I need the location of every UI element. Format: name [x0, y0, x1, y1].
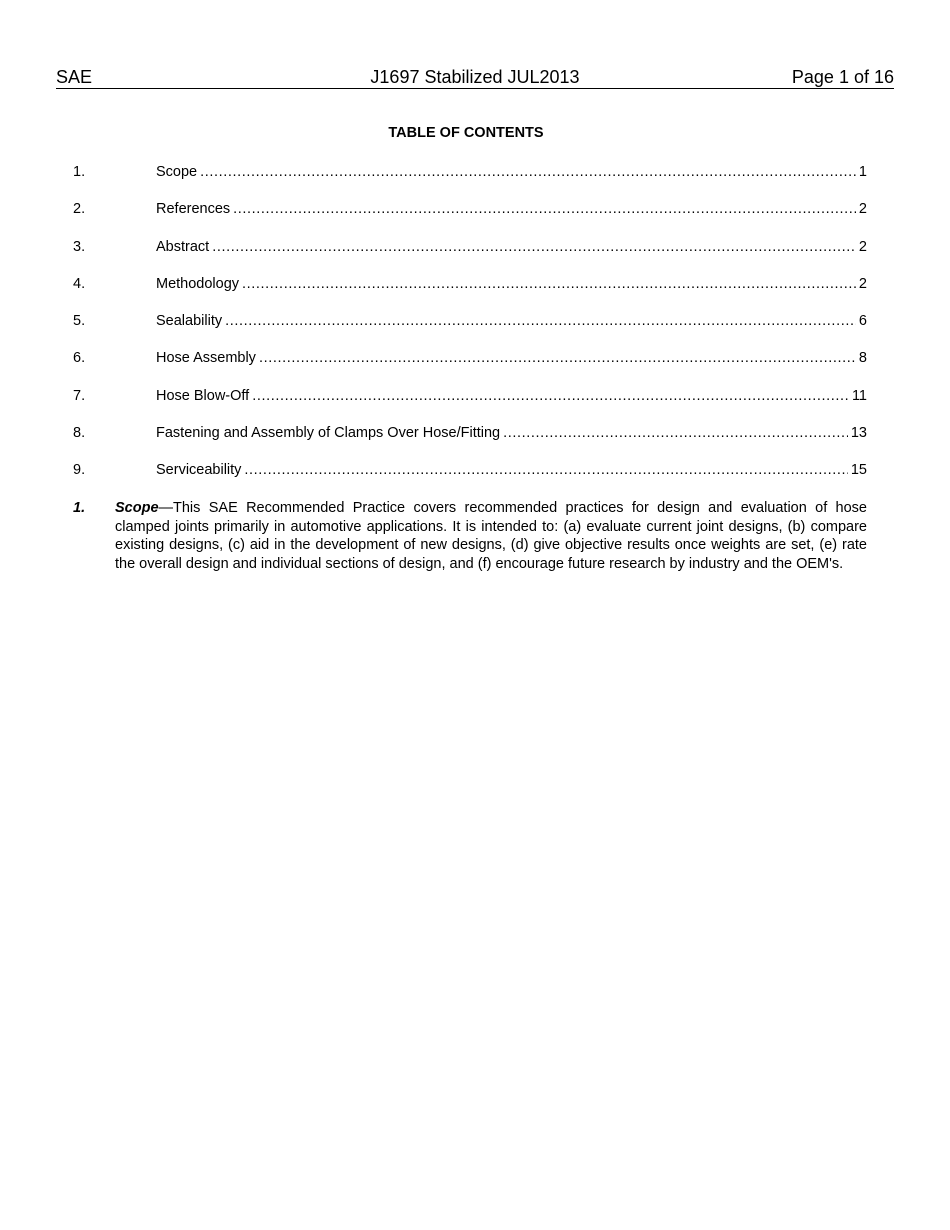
toc-entry-scope[interactable]	[73, 162, 867, 199]
toc-entry-label: Serviceability	[156, 462, 242, 479]
toc-leader-dots	[212, 237, 856, 257]
toc-title: TABLE OF CONTENTS	[388, 125, 544, 141]
toc-entry-number: 6.	[73, 350, 86, 367]
toc-entry-number: 7.	[73, 387, 86, 404]
toc-entry-label: Hose Blow-Off	[156, 387, 250, 404]
toc-entry-number: 4.	[73, 275, 86, 292]
toc-leader-dots	[233, 199, 856, 219]
toc-entry-references[interactable]	[73, 199, 867, 236]
toc-entry-sealability[interactable]	[73, 311, 867, 348]
toc-entry-page: 1	[858, 164, 867, 180]
toc-entry-page: 2	[858, 238, 867, 255]
table-of-contents	[73, 162, 867, 498]
header-page-number: Page 1 of 16	[791, 67, 894, 87]
section-title-dash: —	[158, 500, 174, 516]
section-number: 1.	[73, 500, 86, 516]
toc-entry-label: Scope	[156, 164, 198, 180]
toc-entry-number: 5.	[73, 313, 86, 330]
toc-entry-label: References	[156, 201, 231, 218]
toc-entry-number: 1.	[73, 164, 86, 180]
toc-entry-hose-assembly[interactable]	[73, 348, 867, 385]
toc-entry-label: Sealability	[156, 313, 223, 330]
toc-entry-page: 11	[851, 387, 867, 404]
toc-leader-dots	[259, 348, 856, 368]
toc-leader-dots	[242, 274, 856, 294]
toc-entry-hose-blow-off[interactable]	[73, 386, 867, 423]
toc-entry-number: 2.	[73, 201, 86, 218]
header-org: SAE	[56, 67, 93, 87]
toc-entry-methodology[interactable]	[73, 274, 867, 311]
section-text: This SAE Recommended Practice covers recommended practices for design and evaluation of hose clamped joints primarily in automotive applications. It is intended to: (a) evaluate current joint designs, (b) compare existing designs, (c) aid in the development of new designs, (d) give objective results once weights are set, (e) rate the overall design and individual sections of design, and (f) encourage future research by industry and the OEM's.	[115, 500, 867, 572]
toc-entry-number: 9.	[73, 462, 86, 479]
toc-entry-number: 8.	[73, 425, 86, 442]
toc-entry-number: 3.	[73, 238, 86, 255]
toc-entry-label: Hose Assembly	[156, 350, 256, 367]
toc-entry-label: Abstract	[156, 238, 210, 255]
toc-entry-abstract[interactable]	[73, 237, 867, 274]
toc-entry-serviceability[interactable]	[73, 460, 867, 497]
section-title: Scope	[115, 500, 159, 516]
toc-entry-page: 2	[858, 275, 867, 292]
toc-entry-page: 6	[858, 313, 867, 330]
toc-leader-dots	[244, 460, 847, 480]
section-scope	[73, 499, 867, 573]
toc-entry-fastening[interactable]	[73, 423, 867, 460]
toc-leader-dots	[225, 311, 856, 331]
toc-leader-dots	[200, 162, 856, 182]
toc-entry-page: 15	[850, 462, 867, 479]
toc-leader-dots	[503, 423, 848, 443]
section-body	[115, 499, 867, 573]
toc-entry-page: 13	[850, 425, 867, 442]
toc-entry-label: Methodology	[156, 275, 240, 292]
page-header	[56, 66, 894, 89]
toc-entry-label: Fastening and Assembly of Clamps Over Hose/Fitting	[156, 425, 501, 442]
toc-entry-page: 2	[858, 201, 867, 218]
toc-leader-dots	[252, 386, 849, 406]
toc-entry-page: 8	[858, 350, 867, 367]
header-document-id: J1697 Stabilized JUL2013	[370, 67, 580, 87]
